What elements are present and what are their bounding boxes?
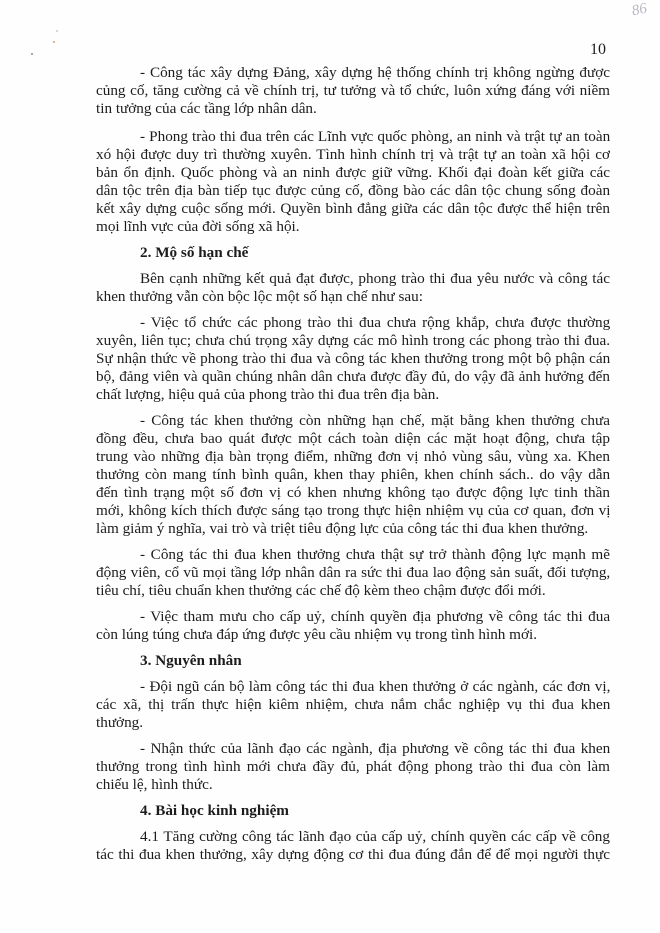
text-line: chất lượng, hiệu quả của phong trào thi đua trên địa bàn. [96, 386, 440, 403]
text-line: đến tình trạng một số đơn vị có khen nhưng không tạo được động lực tinh thần [96, 484, 610, 501]
text-line: tác thi đua khen thưởng, xây dựng động cơ thi đua đúng đắn để để mọi người thực [96, 846, 610, 863]
scan-speck [53, 41, 55, 43]
text-line: các xã, thị trấn thực hiện kiêm nhiệm, chưa nắm chắc nghiệp vụ thi đua khen [96, 696, 610, 713]
text-line: dân tộc trên địa bàn tiếp tục được củng cố, đồng bào các dân tộc chung sống đoàn [96, 182, 610, 199]
text-line: 4.1 Tăng cường công tác lãnh đạo của cấp uỷ, chính quyền các cấp về công [140, 828, 610, 845]
text-line: xuyên, liên tục; chưa chú trọng xây dựng các mô hình trong các phong trào thi đua. [96, 332, 610, 349]
text-line: thưởng trong tình hình mới chưa đầy đủ, phát động phong trào thi đua còn làm [96, 758, 610, 775]
text-line: thưởng. [96, 714, 144, 731]
text-line: - Phong trào thi đua trên các Lĩnh vực quốc phòng, an ninh và trật tự an toàn [140, 128, 610, 145]
text-line: làm giảm ý nghĩa, vai trò và triệt tiêu động lực của công tác thi đua khen thưởng. [96, 520, 589, 537]
section-heading: 3. Nguyên nhân [140, 652, 242, 669]
text-line: tin tưởng của các tầng lớp nhân dân. [96, 100, 317, 117]
text-line: đồng đều, chưa bao quát được một cách toàn diện các mặt hoạt động, chưa tập [96, 430, 610, 447]
text-line: - Việc tham mưu cho cấp uỷ, chính quyền địa phương về công tác thi đua [140, 608, 610, 625]
text-line: - Công tác khen thưởng còn những hạn chế, mặt bằng khen thưởng chưa [140, 412, 610, 429]
text-line: - Công tác xây dựng Đảng, xây dựng hệ thống chính trị không ngừng được [140, 64, 610, 81]
text-line: Bên cạnh những kết quả đạt được, phong trào thi đua yêu nước và công tác [140, 270, 610, 287]
text-line: khen thưởng vẫn còn bộc lộc một số hạn chế như sau: [96, 288, 423, 305]
text-line: - Việc tổ chức các phong trào thi đua chưa rộng khắp, chưa được thường [140, 314, 610, 331]
text-line: xó hội được duy trì thường xuyên. Tình hình chính trị và trật tự an toàn xã hội cơ [96, 146, 610, 163]
handwritten-annotation: 86 [630, 0, 649, 20]
text-line: mọi lĩnh vực của đời sống xã hội. [96, 218, 300, 235]
section-heading: 2. Mộ số hạn chế [140, 244, 249, 261]
text-line: Sự nhận thức về phong trào thi đua và công tác khen thưởng trong một bộ phận cán [96, 350, 610, 367]
text-line: - Công tác thi đua khen thưởng chưa thật sự trở thành động lực mạnh mẽ [140, 546, 610, 563]
text-line: kết xây dựng cuộc sống mới. Quyền bình đẳng giữa các dân tộc được thể hiện trên [96, 200, 610, 217]
text-line: bộ, đảng viên và quần chúng nhân dân chưa được đầy đủ, do vậy đã ảnh hưởng đến [96, 368, 610, 385]
text-line: tiêu chí, tiêu chuẩn khen thưởng các chế độ kèm theo chậm được đổi mới. [96, 582, 546, 599]
scan-speck [31, 53, 33, 55]
text-line: chiếu lệ, hình thức. [96, 776, 213, 793]
page-number: 10 [590, 41, 606, 58]
text-line: - Đội ngũ cán bộ làm công tác thi đua khen thưởng ở các ngành, các đơn vị, [140, 678, 610, 695]
text-line: bản ổn định. Quốc phòng và an ninh được giữ vững. Khối đại đoàn kết giữa các [96, 164, 610, 181]
text-line: động viên, cổ vũ mọi tầng lớp nhân dân ra sức thi đua lao động sản suất, đối tượng, [96, 564, 610, 581]
text-line: mới, không kích thích được sáng tạo trong thực hiện nhiệm vụ của cơ quan, đơn vị [96, 502, 610, 519]
text-line: - Nhận thức của lãnh đạo các ngành, địa phương về công tác thi đua khen [140, 740, 610, 757]
text-line: thưởng còn mang tính bình quân, khen thay phiên, khen chính sách.. do vậy dẫn [96, 466, 610, 483]
section-heading: 4. Bài học kinh nghiệm [140, 802, 289, 819]
text-line: trung vào những địa bàn trọng điểm, những đơn vị nhỏ vùng sâu, vùng xa. Khen [96, 448, 610, 465]
text-line: còn lúng túng chưa đáp ứng được yêu cầu nhiệm vụ trong tình hình mới. [96, 626, 538, 643]
scan-speck [56, 30, 58, 32]
text-line: củng cố, tăng cường cả về chính trị, tư tưởng và tổ chức, luôn xứng đáng với niềm [96, 82, 610, 99]
